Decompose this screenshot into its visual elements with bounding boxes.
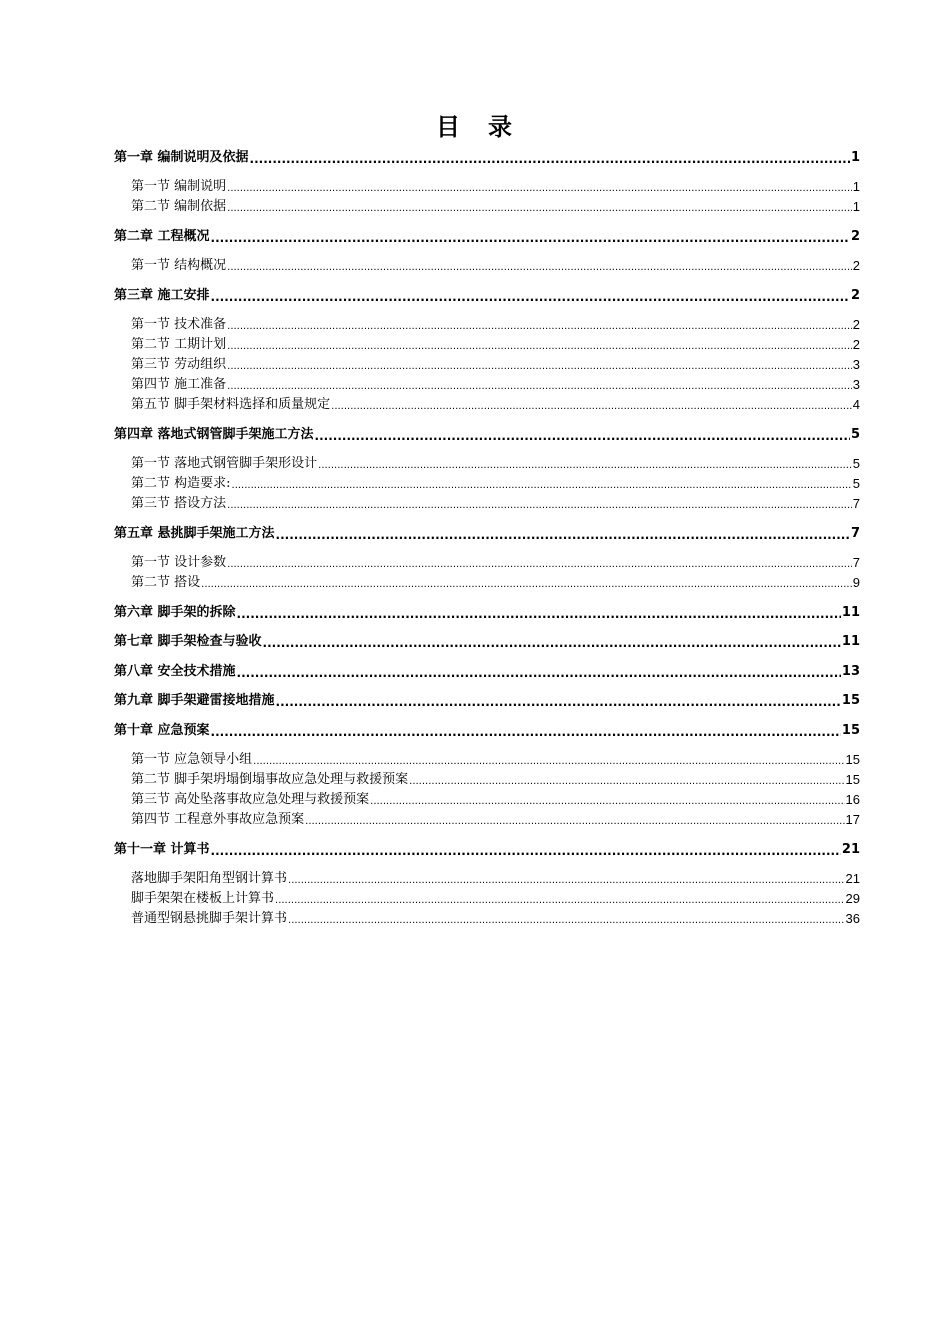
toc-entry-page: 5 [850,427,860,442]
toc-entry-label: 第五章 悬挑脚手架施工方法 [114,526,275,541]
toc-entry-page: 7 [852,496,860,511]
toc-chapter-entry[interactable] [114,662,860,682]
dot-leader [253,750,844,770]
toc-entry-label: 第六章 脚手架的拆除 [114,605,236,620]
toc-entry-page: 1 [850,150,860,165]
toc-entry-label: 第十一章 计算书 [114,842,210,857]
dot-leader [227,553,852,573]
toc-entry-label: 第二节 搭设 [131,575,201,590]
dot-leader [227,355,852,375]
toc-entry-label: 普通型钢悬挑脚手架计算书 [131,911,288,926]
toc-entry-page: 9 [852,575,860,590]
toc-section-entry[interactable] [131,335,860,355]
dot-leader [370,790,844,810]
dot-leader [211,840,841,860]
toc-chapter-entry[interactable] [114,721,860,741]
toc-section-entry[interactable] [131,355,860,375]
toc-entry-page: 2 [852,258,860,273]
toc-entry-page: 5 [852,456,860,471]
toc-entry-page: 13 [841,664,860,679]
toc-entry-page: 3 [852,357,860,372]
toc-entry-label: 第二节 编制依据 [131,199,227,214]
toc-entry-page: 11 [841,605,860,620]
toc-section-entry[interactable] [131,256,860,276]
toc-chapter-entry[interactable] [114,227,860,247]
toc-section-entry[interactable] [131,810,860,830]
toc-entry-page: 7 [850,526,860,541]
toc-entry-label: 第三节 高处坠落事故应急处理与救援预案 [131,792,370,807]
toc-entry-label: 第三节 搭设方法 [131,496,227,511]
dot-leader [315,425,850,445]
toc-entry-page: 4 [852,397,860,412]
toc-section-entry[interactable] [131,869,860,889]
toc-entry-label: 第一节 应急领导小组 [131,752,253,767]
toc-section-entry[interactable] [131,177,860,197]
dot-leader [211,286,850,306]
toc-entry-label: 第一节 编制说明 [131,179,227,194]
toc-entry-page: 16 [845,792,860,807]
toc-chapter-entry[interactable] [114,286,860,306]
toc-section-entry[interactable] [131,197,860,217]
toc-entry-label: 第四节 工程意外事故应急预案 [131,812,305,827]
dot-leader [227,335,852,355]
toc-entry-label: 落地脚手架阳角型钢计算书 [131,871,288,886]
toc-entry-label: 第五节 脚手架材料选择和质量规定 [131,397,331,412]
toc-section-entry[interactable] [131,790,860,810]
toc-section-entry[interactable] [131,454,860,474]
toc-entry-label: 第二章 工程概况 [114,229,210,244]
toc-entry-page: 2 [852,317,860,332]
toc-entry-page: 15 [841,693,860,708]
toc-entry-label: 第三节 劳动组织 [131,357,227,372]
toc-entry-page: 17 [845,812,860,827]
dot-leader [227,256,852,276]
toc-entry-label: 第十章 应急预案 [114,723,210,738]
toc-section-entry[interactable] [131,395,860,415]
toc-entry-page: 7 [852,555,860,570]
toc-section-entry[interactable] [131,750,860,770]
dot-leader [276,524,850,544]
dot-leader [288,869,845,889]
toc-entry-label: 第一章 编制说明及依据 [114,150,249,165]
toc-entry-label: 脚手架架在楼板上计算书 [131,891,275,906]
toc-section-entry[interactable] [131,889,860,909]
dot-leader [305,810,844,830]
toc-chapter-entry[interactable] [114,632,860,652]
dot-leader [227,197,852,217]
dot-leader [237,662,841,682]
toc-entry-label: 第一节 设计参数 [131,555,227,570]
toc-entry-label: 第八章 安全技术措施 [114,664,236,679]
toc-section-entry[interactable] [131,909,860,929]
dot-leader [275,889,845,909]
toc-title: 目 录 [436,112,514,141]
toc-chapter-entry[interactable] [114,425,860,445]
toc-section-entry[interactable] [131,573,860,593]
dot-leader [227,177,852,197]
toc-entry-label: 第二节 工期计划 [131,337,227,352]
toc-entry-page: 21 [845,871,860,886]
toc-entry-page: 2 [850,288,860,303]
toc-section-entry[interactable] [131,553,860,573]
dot-leader [227,315,852,335]
dot-leader [318,454,852,474]
dot-leader [263,632,841,652]
toc-section-entry[interactable] [131,770,860,790]
toc-chapter-entry[interactable] [114,840,860,860]
toc-entry-label: 第九章 脚手架避雷接地措施 [114,693,275,708]
toc-section-entry[interactable] [131,375,860,395]
toc-chapter-entry[interactable] [114,524,860,544]
toc-entry-page: 5 [852,476,860,491]
toc-entry-label: 第四节 施工准备 [131,377,227,392]
dot-leader [232,474,852,494]
toc-entry-page: 2 [852,337,860,352]
toc-entry-label: 第二节 脚手架坍塌倒塌事故应急处理与救援预案 [131,772,409,787]
toc-chapter-entry[interactable] [114,148,860,168]
dot-leader [288,909,845,929]
dot-leader [211,227,850,247]
dot-leader [227,494,852,514]
toc-entry-page: 15 [841,723,860,738]
toc-entry-label: 第一节 技术准备 [131,317,227,332]
dot-leader [211,721,841,741]
toc-entry-label: 第一节 结构概况 [131,258,227,273]
toc-entry-page: 3 [852,377,860,392]
toc-section-entry[interactable] [131,494,860,514]
toc-entry-page: 29 [845,891,860,906]
toc-entry-label: 第一节 落地式钢管脚手架形设计 [131,456,318,471]
toc-entry-label: 第二节 构造要求: [131,476,231,491]
dot-leader [237,603,841,623]
dot-leader [276,691,841,711]
toc-entry-label: 第七章 脚手架检查与验收 [114,634,262,649]
toc-chapter-entry[interactable] [114,691,860,711]
dot-leader [250,148,850,168]
dot-leader [227,375,852,395]
toc-entry-page: 36 [845,911,860,926]
toc-entry-page: 15 [845,752,860,767]
toc-section-entry[interactable] [131,315,860,335]
toc-entry-page: 21 [841,842,860,857]
toc-section-entry[interactable] [131,474,860,494]
dot-leader [201,573,852,593]
dot-leader [331,395,852,415]
toc-entry-label: 第四章 落地式钢管脚手架施工方法 [114,427,314,442]
toc-chapter-entry[interactable] [114,603,860,623]
toc-entry-page: 2 [850,229,860,244]
toc-entry-page: 1 [852,179,860,194]
toc-entry-page: 1 [852,199,860,214]
dot-leader [409,770,844,790]
toc-entry-label: 第三章 施工安排 [114,288,210,303]
toc-entry-page: 11 [841,634,860,649]
toc-entry-page: 15 [845,772,860,787]
